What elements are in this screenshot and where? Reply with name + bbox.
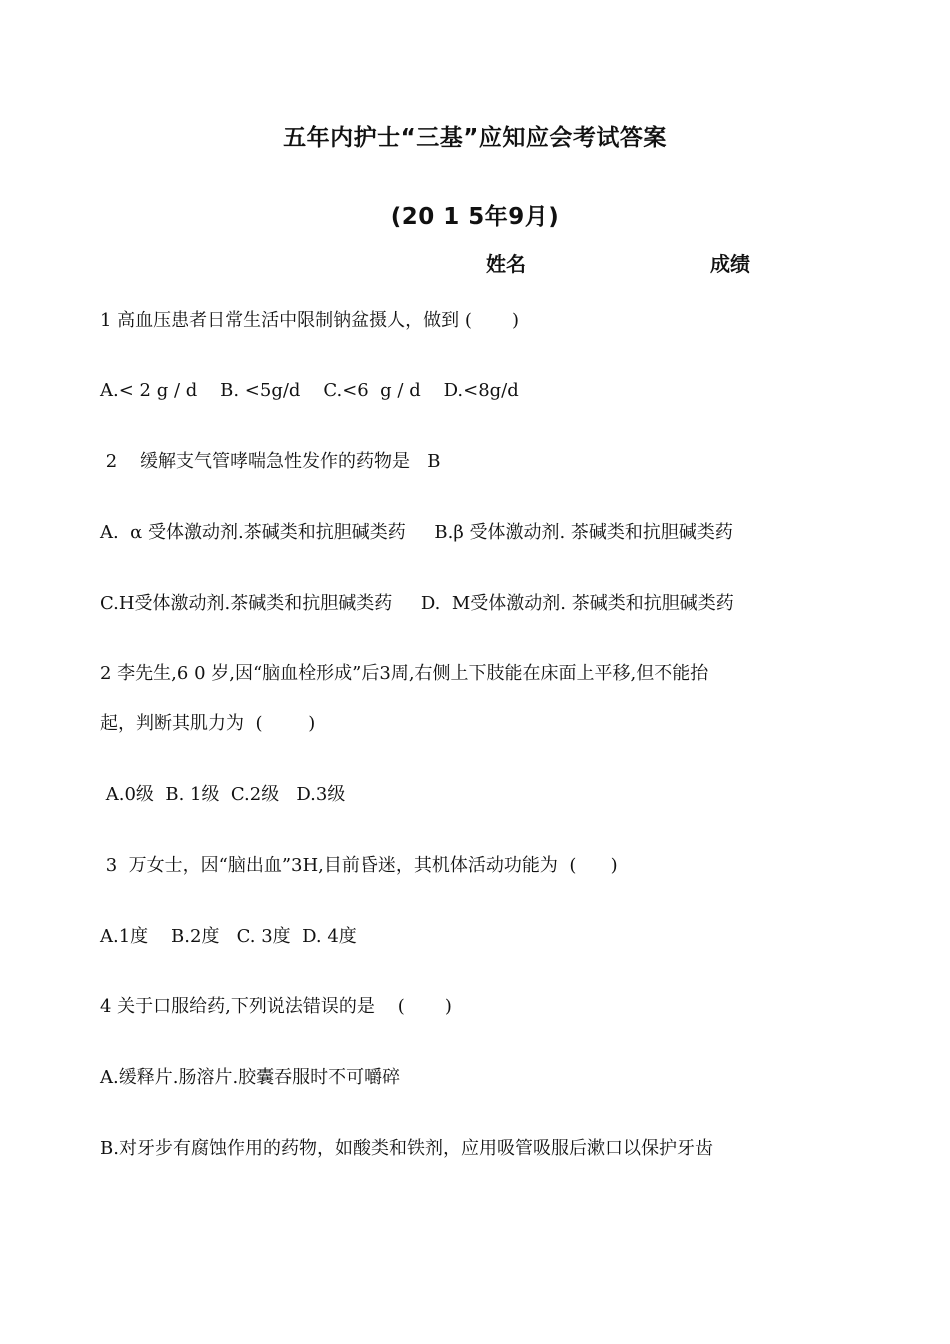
question-3-options: A.1度 B.2度 C. 3度 D. 4度 <box>100 926 357 947</box>
question-2: 2 缓解支气管哮喘急性发作的药物是 B <box>100 451 441 472</box>
name-label: 姓名 <box>486 252 526 276</box>
question-4-option-a: A.缓释片.肠溶片.胶囊吞服时不可嚼碎 <box>100 1067 401 1088</box>
question-3: 3 万女士，因“脑出血”3H,目前昏迷，其机体活动功能为 ( ) <box>100 855 618 876</box>
question-2b-line-2: 起，判断其肌力为 ( ) <box>100 713 316 734</box>
document-title: 五年内护士“三基”应知应会考试答案 <box>283 125 667 151</box>
question-1-options: A.< 2 g / d B. <5g/d C.<6 g / d D.<8g/d <box>100 380 519 401</box>
question-4-option-b: B.对牙步有腐蚀作用的药物，如酸类和铁剂，应用吸管吸服后漱口以保护牙齿 <box>100 1138 713 1159</box>
exam-date: (20 1 5年9月) <box>390 204 560 230</box>
score-label: 成绩 <box>710 252 750 276</box>
question-2b-options: A.0级 B. 1级 C.2级 D.3级 <box>100 784 346 805</box>
question-2-options-cd: C.H受体激动剂.茶碱类和抗胆碱类药 D. M受体激动剂. 茶碱类和抗胆碱类药 <box>100 593 734 614</box>
question-1: 1 高血压患者日常生活中限制钠盆摄人，做到 ( ) <box>100 310 519 331</box>
question-2-options-ab: A. α 受体激动剂.茶碱类和抗胆碱类药 B.β 受体激动剂. 茶碱类和抗胆碱类药 <box>100 522 733 543</box>
question-4: 4 关于口服给药,下列说法错误的是 ( ) <box>100 996 452 1017</box>
question-2b-line-1: 2 李先生,6 0 岁,因“脑血栓形成”后3周,右侧上下肢能在床面上平移,但不能抬 <box>100 663 709 684</box>
